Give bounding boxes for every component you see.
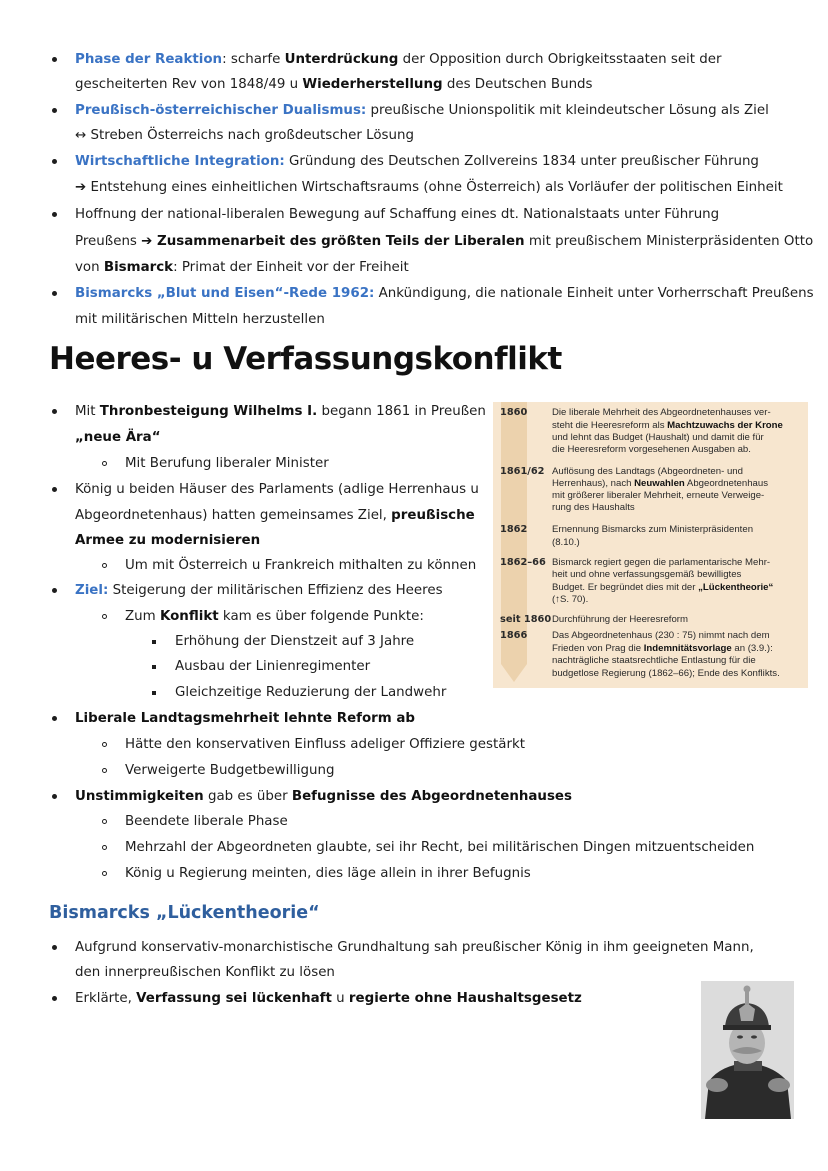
bullet-text: Aufgrund konservativ-monarchistische Grundhaltung sah preußischer König in ihm geeigneten Mann,: [75, 940, 754, 955]
bold-text: Verfassung sei lückenhaft: [136, 991, 332, 1006]
bullet-text: [75, 990, 582, 1008]
section-heading: Heeres- u Verfassungskonflikt: [49, 341, 562, 377]
bullet: [52, 291, 57, 296]
bullet: [52, 487, 57, 492]
text: des Deutschen Bunds: [442, 77, 593, 92]
sub-bullet: [102, 563, 107, 568]
bold-text: Unstimmigkeiten: [75, 789, 204, 804]
bullet-text: [75, 259, 409, 277]
timeline-text: Die liberale Mehrheit des Abgeordnetenhauses ver-: [552, 407, 771, 418]
timeline-text: [552, 582, 773, 594]
bold-text: „Lückentheorie“: [698, 582, 774, 593]
bullet-text: ↔ Streben Österreichs nach großdeutscher Lösung: [75, 128, 414, 143]
text: Zum: [125, 609, 160, 624]
bold-text: Indemnitätsvorlage: [643, 643, 732, 654]
timeline-year: seit 1860: [500, 614, 552, 625]
text: von: [75, 260, 104, 275]
bullet-text: [75, 532, 260, 550]
timeline-text: [552, 420, 783, 432]
text: steht die Heeresreform als: [552, 420, 668, 431]
sub-bullet-text: Verweigerte Budgetbewilligung: [125, 763, 335, 778]
bullet: [52, 212, 57, 217]
timeline-text: Das Abgeordnetenhaus (230 : 75) nimmt nach dem: [552, 630, 770, 641]
timeline-text: budgetlose Regierung (1862–66); Ende des Konflikts.: [552, 668, 780, 679]
text: Ankündigung, die nationale Einheit unter Vorherrschaft Preußens: [374, 286, 814, 301]
timeline-year: 1866: [500, 630, 528, 641]
bold-text: Machtzuwachs der Krone: [667, 420, 783, 431]
sub-bullet: [102, 461, 107, 466]
bold-text: Befugnisse des Abgeordnetenhauses: [291, 789, 572, 804]
bullet-text: [75, 507, 475, 525]
term: Wirtschaftliche Integration:: [75, 154, 285, 169]
text: Abgeordnetenhaus: [684, 478, 769, 489]
portrait-image: [701, 981, 794, 1119]
timeline-text: Durchführung der Heeresreform: [552, 614, 688, 625]
bold-text: Konflikt: [159, 609, 219, 624]
bold-text: Thronbesteigung Wilhelms I.: [99, 404, 318, 419]
sub-bullet-text: [125, 608, 424, 626]
bullet-text: [75, 153, 759, 171]
term: Phase der Reaktion: [75, 52, 223, 67]
text: Gründung des Deutschen Zollvereins 1834 unter preußischer Führung: [284, 154, 759, 169]
text: Erklärte,: [75, 991, 137, 1006]
subsection-heading: Bismarcks „Lückentheorie“: [49, 903, 320, 923]
bold-text: Wiederherstellung: [302, 77, 443, 92]
timeline-text: nachträgliche staatsrechtliche Entlastung für die: [552, 655, 756, 666]
sub-bullet-text: Mehrzahl der Abgeordneten glaubte, sei ihr Recht, bei militärischen Dingen mitzuentscheiden: [125, 840, 755, 855]
sub-bullet-text: König u Regierung meinten, dies läge allein in ihrer Befugnis: [125, 866, 531, 881]
square-bullet: [152, 665, 156, 669]
text: preußische Unionspolitik mit kleindeutscher Lösung als Ziel: [366, 103, 769, 118]
sub-bullet-text: Um mit Österreich u Frankreich mithalten zu können: [125, 558, 477, 573]
bullet-text: [75, 233, 813, 251]
bullet-text: [75, 285, 814, 303]
text: Herrenhaus), nach: [552, 478, 635, 489]
list-item: Gleichzeitige Reduzierung der Landwehr: [175, 685, 447, 700]
bullet-text: [75, 102, 769, 120]
timeline-year: 1862–66: [500, 557, 546, 568]
text: der Opposition durch Obrigkeitsstaaten seit der: [398, 52, 722, 67]
timeline-text: heit und ohne verfassungsgemäß bewilligtes: [552, 569, 742, 580]
sub-bullet-text: Beendete liberale Phase: [125, 814, 288, 829]
timeline-text: Ernennung Bismarcks zum Ministerpräsidenten: [552, 524, 754, 535]
text: Abgeordnetenhaus) hatten gemeinsames Ziel,: [75, 508, 392, 523]
text: Preußens: [75, 234, 142, 249]
bullet-text: ➔ Entstehung eines einheitlichen Wirtschaftsraums (ohne Österreich) als Vorläufer der politischen Einheit: [75, 180, 783, 195]
text: Mit: [75, 404, 100, 419]
bold-text: ➔ Zusammenarbeit des größten Teils der Liberalen: [141, 234, 525, 249]
bold-text: preußische: [391, 508, 475, 523]
text: gab es über: [203, 789, 292, 804]
timeline-text: [552, 478, 768, 490]
bullet-text: König u beiden Häuser des Parlaments (adlige Herrenhaus u: [75, 482, 479, 497]
square-bullet: [152, 640, 156, 644]
timeline-year: 1860: [500, 407, 528, 418]
bullet-text: [75, 582, 443, 600]
timeline-text: (↑S. 70).: [552, 594, 589, 605]
sub-bullet: [102, 871, 107, 876]
bullet-text: Hoffnung der national-liberalen Bewegung auf Schaffung eines dt. Nationalstaats unter Führung: [75, 207, 720, 222]
bullet-text: den innerpreußischen Konflikt zu lösen: [75, 965, 335, 980]
term: Bismarcks „Blut und Eisen“-Rede 1962:: [75, 286, 375, 301]
text: mit preußischem Ministerpräsidenten Otto: [524, 234, 814, 249]
square-bullet: [152, 691, 156, 695]
text: Frieden von Prag die: [552, 643, 644, 654]
text: kam es über folgende Punkte:: [218, 609, 424, 624]
bullet: [52, 409, 57, 414]
bullet-text: [75, 403, 486, 421]
text: Steigerung der militärischen Effizienz des Heeres: [108, 583, 443, 598]
bullet: [52, 588, 57, 593]
bullet: [52, 716, 57, 721]
term: Ziel:: [75, 583, 109, 598]
bold-text: regierte ohne Haushaltsgesetz: [348, 991, 582, 1006]
bullet: [52, 159, 57, 164]
bullet-text: [75, 51, 722, 69]
sub-bullet: [102, 819, 107, 824]
sub-bullet-text: Hätte den konservativen Einfluss adeliger Offiziere gestärkt: [125, 737, 525, 752]
text: begann 1861 in Preußen: [317, 404, 486, 419]
sub-bullet: [102, 742, 107, 747]
text: Budget. Er begründet dies mit der: [552, 582, 699, 593]
bullet-text: [75, 788, 572, 806]
bold-text: Armee zu modernisieren: [75, 533, 261, 548]
bold-text: Unterdrückung: [284, 52, 399, 67]
bullet: [52, 945, 57, 950]
timeline-year: 1862: [500, 524, 528, 535]
timeline-text: mit größerer liberaler Mehrheit, erneute Verweige-: [552, 490, 765, 501]
colon: :: [222, 52, 227, 67]
sub-bullet-text: Mit Berufung liberaler Minister: [125, 456, 329, 471]
text: an (3.9.):: [731, 643, 773, 654]
list-item: Erhöhung der Dienstzeit auf 3 Jahre: [175, 634, 415, 649]
timeline-text: [552, 643, 773, 655]
bullet: [52, 794, 57, 799]
timeline-text: rung des Haushalts: [552, 502, 635, 513]
bullet-text: mit militärischen Mitteln herzustellen: [75, 312, 325, 327]
text: scharfe: [226, 52, 285, 67]
bullet: [52, 108, 57, 113]
timeline-text: Auflösung des Landtags (Abgeordneten- und: [552, 466, 743, 477]
sub-bullet: [102, 768, 107, 773]
bold-text: Liberale Landtagsmehrheit lehnte Reform ab: [75, 711, 416, 726]
bold-text: Neuwahlen: [634, 478, 685, 489]
bullet-text: [75, 76, 593, 94]
sub-bullet: [102, 845, 107, 850]
text: : Primat der Einheit vor der Freiheit: [173, 260, 409, 275]
sub-bullet: [102, 614, 107, 619]
bold-text: „neue Ära“: [75, 430, 161, 445]
text: gescheiterten Rev von 1848/49 u: [75, 77, 303, 92]
timeline-text: Bismarck regiert gegen die parlamentarische Mehr-: [552, 557, 771, 568]
bullet: [52, 996, 57, 1001]
term: Preußisch-österreichischer Dualismus:: [75, 103, 367, 118]
bullet-text: [75, 429, 161, 447]
text: u: [331, 991, 349, 1006]
timeline-text: (8.10.): [552, 537, 580, 548]
bullet: [52, 57, 57, 62]
list-item: Ausbau der Linienregimenter: [175, 659, 371, 674]
bismarck-portrait: [701, 981, 794, 1119]
bold-text: Bismarck: [103, 260, 174, 275]
bullet-text: [75, 710, 415, 728]
timeline-text: die Heeresreform vorgesehenen Ausgaben ab.: [552, 444, 751, 455]
timeline-year: 1861/62: [500, 466, 545, 477]
timeline-text: und lehnt das Budget (Haushalt) und damit die für: [552, 432, 764, 443]
